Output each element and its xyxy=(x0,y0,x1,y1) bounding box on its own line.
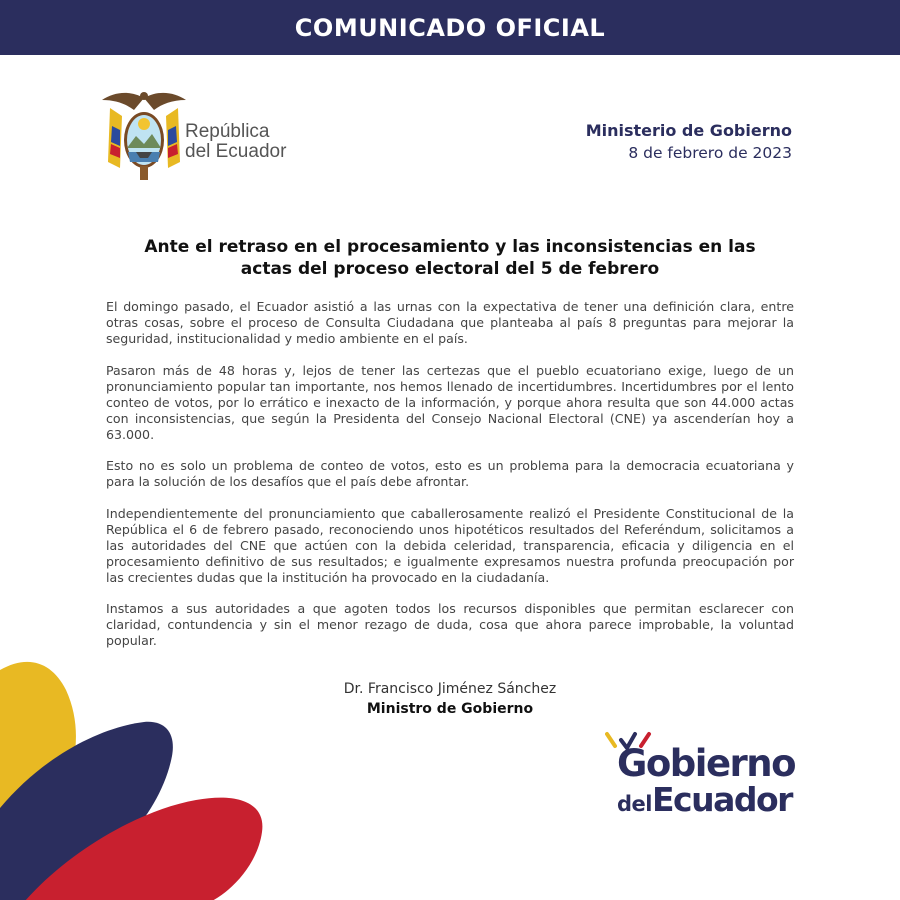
gobierno-logo-line2 xyxy=(617,782,792,824)
republica-line1: República xyxy=(185,121,270,142)
paragraph: El domingo pasado, el Ecuador asistió a las urnas con la expectativa de tener una definición clara, entre otras cosas, sobre el proceso de Consulta Ciudadana que planteaba al país 8 preguntas para mejorar la seguridad, institucionalidad y medio ambiente en el país. xyxy=(106,299,794,346)
document-title-line1: Ante el retraso en el procesamiento y las inconsistencias en las xyxy=(144,237,756,257)
signatory-role: Ministro de Gobierno xyxy=(366,701,534,717)
page-title: COMUNICADO OFICIAL xyxy=(294,13,606,42)
coat-of-arms-icon xyxy=(100,86,188,182)
decorative-petals xyxy=(0,640,270,900)
gobierno-logo-del: del xyxy=(617,792,652,816)
header-bar xyxy=(0,0,900,55)
document-title-line2: actas del proceso electoral del 5 de febrero xyxy=(240,258,660,279)
paragraph: Independientemente del pronunciamiento que caballerosamente realizó el Presidente Constitucional de la República el 6 de febrero pasado, reconociendo unos hipotéticos resultados del Referéndum, solicitamos a las autoridades del CNE que actúen con la debida celeridad, transparencia, eficacia y diligencia en el procesamiento definitivo de sus resultados; e igualmente expresamos nuestra profunda preocupación por las crecientes dudas que la institución ha provocado en la ciudadanía. xyxy=(106,505,794,585)
gobierno-logo-ecuador: Ecuador xyxy=(651,780,792,819)
ministry-date: 8 de febrero de 2023 xyxy=(628,144,792,162)
document-body xyxy=(106,299,794,665)
ministry-block xyxy=(586,120,792,164)
gobierno-logo-line1: Gobierno xyxy=(617,742,796,785)
gobierno-logo xyxy=(605,730,805,820)
ministry-name: Ministerio de Gobierno xyxy=(585,121,792,140)
paragraph: Instamos a sus autoridades a que agoten todos los recursos disponibles que permitan esclarecer con claridad, contundencia y sin el menor rezago de duda, cosa que ahora parece improbable, la voluntad popular. xyxy=(106,601,794,648)
signatory-name: Dr. Francisco Jiménez Sánchez xyxy=(343,681,557,697)
paragraph: Pasaron más de 48 horas y, lejos de tener las certezas que el pueblo ecuatoriano exige, luego de un pronunciamiento popular tan importante, nos hemos llenado de incertidumbres. Incertidumbres por el lento conteo de votos, por lo errático e inexacto de la información, y porque ahora resulta que son 44.000 actas con inconsistencias, que según la Presidenta del Consejo Nacional Electoral (CNE) ya ascenderían hoy a 63.000. xyxy=(106,362,794,442)
republica-logo-text xyxy=(185,122,286,162)
document-title xyxy=(106,237,794,280)
republica-line2: del Ecuador xyxy=(185,141,287,162)
paragraph: Esto no es solo un problema de conteo de votos, esto es un problema para la democracia ecuatoriana y para la solución de los desafíos que el país debe afrontar. xyxy=(106,458,794,489)
